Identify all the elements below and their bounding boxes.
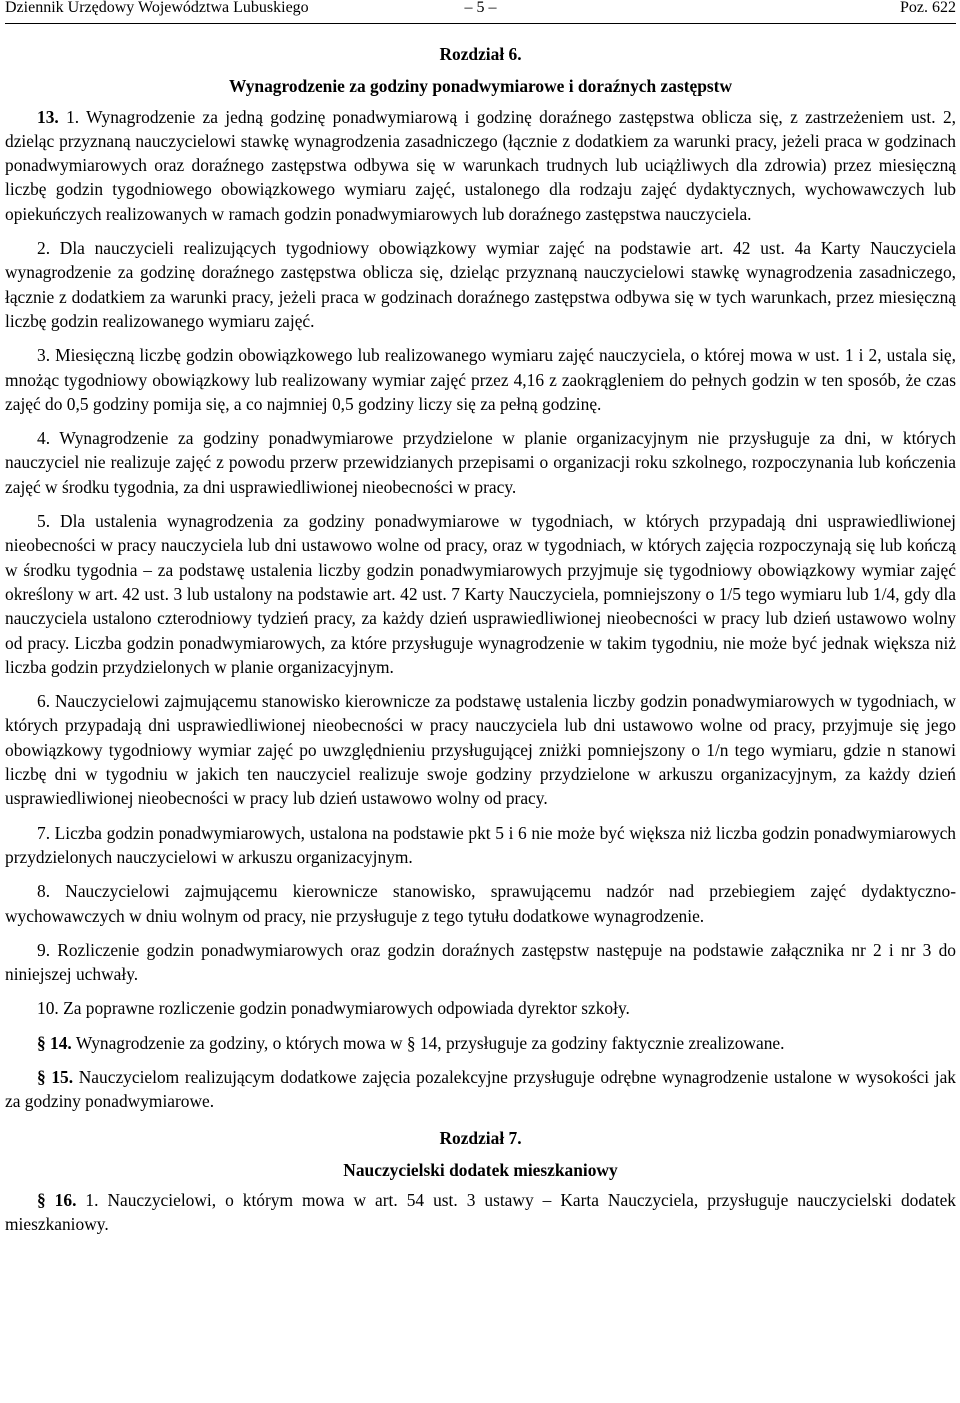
paragraph-13-9: 9. Rozliczenie godzin ponadwymiarowych oraz godzin doraźnych zastępstw następuje na podstawie załącznika nr 2 i nr 3 do niniejszej uchwały.: [5, 939, 956, 985]
section-15-mark: § 15.: [37, 1066, 74, 1087]
page-header: [5, 0, 956, 24]
chapter-6-title: Wynagrodzenie za godziny ponadwymiarowe i doraźnych zastępstw: [228, 76, 733, 97]
chapter-6-label: Rozdział 6.: [439, 44, 522, 64]
paragraph-13-8: 8. Nauczycielowi zajmującemu kierownicze stanowisko, sprawującemu nadzór nad przebiegiem zajęć dydaktyczno-wychowawczych w dniu wolnym od pracy, nie przysługuje z tego tytułu dodatkowe wynagrodzenie.: [5, 881, 956, 926]
publication-name: Dziennik Urzędowy Województwa Lubuskiego: [5, 0, 309, 16]
chapter-7-title: Nauczycielski dodatek mieszkaniowy: [343, 1159, 618, 1180]
page-number: – 5 –: [464, 0, 497, 16]
paragraph-14: § 14. Wynagrodzenie za godziny, o których mowa w § 14, przysługuje za godziny faktycznie zrealizowane.: [37, 1032, 785, 1053]
paragraph-13-5: 5. Dla ustalenia wynagrodzenia za godziny ponadwymiarowe w tygodniach, w których przypadają dni usprawiedliwionej nieobecności w pracy nauczyciela lub dni ustawowo wolne od pracy, oraz w tygodniach, w których zajęcia rozpoczynają się lub kończą w środku tygodnia – za podstawę ustalenia liczby godzin ponadwymiarowych przyjmuje się tygodniowy obowiązkowy wymiar zajęć określony w art. 42 ust. 3 lub ustalony na podstawie art. 42 ust. 7 Karty Nauczyciela, pomniejszony o 1/5 tego wymiaru lub 1/4, gdy dla nauczyciela ustalono czterodniowy tydzień pracy, za każdy dzień usprawiedliwionej nieobecności w pracy lub dzień ustawowo wolny od pracy. Liczba godzin ponadwymiarowych, za które przysługuje wynagrodzenie w takim tygodniu, nie może być jednak większa niż liczba godzin przydzielonych w planie organizacyjnym.: [5, 511, 956, 677]
chapter-7-label: Rozdział 7.: [439, 1127, 522, 1148]
paragraph-13-3: 3. Miesięczną liczbę godzin obowiązkowego lub realizowanego wymiaru zajęć nauczyciela, o której mowa w ust. 1 i 2, ustala się, mnożąc tygodniowy obowiązkowy lub realizowany wymiar zajęć przez 4,16 z zaokrągleniem do pełnych godzin w ten sposób, że czas zajęć do 0,5 godziny pomija się, a co najmniej 0,5 godziny liczy się za pełną godzinę.: [5, 345, 956, 414]
paragraph-13-10: 10. Za poprawne rozliczenie godzin ponadwymiarowych odpowiada dyrektor szkoły.: [37, 998, 630, 1019]
paragraph-13-6: 6. Nauczycielowi zajmującemu stanowisko kierownicze za podstawę ustalenia liczby godzin ponadwymiarowych w tygodniach, w których przypadają dni usprawiedliwionej nieobecności w pracy nauczyciela lub dni ustawowo wolne od pracy, przyjmuje się jego obowiązkowy tygodniowy wymiar zajęć po uwzględnieniu przysługującej zniżki pomniejszony o 1/n tego wymiaru, gdzie n stanowi liczbę dni w tygodniu w jakich ten nauczyciel realizuje swoje godziny przydzielone w arkuszu organizacyjnym, za każdy dzień usprawiedliwionej nieobecności w pracy lub dzień ustawowo wolny od pracy.: [5, 691, 956, 809]
section-13-mark: 13.: [37, 106, 59, 127]
paragraph-13-4: 4. Wynagrodzenie za godziny ponadwymiarowe przydzielone w planie organizacyjnym nie przysługuje za dni, w których nauczyciel nie realizuje zajęć z powodu przerw przewidzianych przepisami o organizacji roku szkolnego, rozpoczynania lub kończenia zajęć w środku tygodnia, za dni usprawiedliwionej nieobecności w pracy.: [5, 428, 956, 497]
paragraph-13-1: 13. 1. Wynagrodzenie za jedną godzinę ponadwymiarową i godzinę doraźnego zastępstwa oblicza się, z zastrzeżeniem ust. 2, dzieląc przyznaną nauczycielowi stawkę wynagrodzenia zasadniczego (łącznie z dodatkiem za warunki pracy, jeżeli praca w godzinach ponadwymiarowych oraz doraźnego zastępstwa odbywa się w warunkach trudnych lub uciążliwych dla zdrowia) przez miesięczną liczbę godzin tygodniowego obowiązkowego wymiaru zajęć, ustalonego dla rodzaju zajęć dydaktycznych, wychowawczych lub opiekuńczych realizowanych w ramach godzin ponadwymiarowych lub doraźnego zastępstwa nauczyciela.: [5, 106, 956, 224]
paragraph-13-2: 2. Dla nauczycieli realizujących tygodniowy obowiązkowy wymiar zajęć na podstawie art. 42 ust. 4a Karty Nauczyciela wynagrodzenie za godzinę doraźnego zastępstwa oblicza się, dzieląc przyznaną nauczycielowi stawkę wynagrodzenia zasadniczego, łącznie z dodatkiem za warunki pracy, jeżeli praca w godzinach doraźnego zastępstwa odbywa się w tych warunkach, przez miesięczną liczbę godzin realizowanego wymiaru zajęć.: [5, 238, 956, 331]
paragraph-15: § 15. Nauczycielom realizującym dodatkowe zajęcia pozalekcyjne przysługuje odrębne wynagrodzenie ustalone w wysokości jak za godziny ponadwymiarowe.: [5, 1066, 956, 1112]
position-number: Poz. 622: [900, 0, 956, 16]
section-14-mark: § 14.: [37, 1032, 72, 1053]
paragraph-16-1: § 16. 1. Nauczycielowi, o którym mowa w art. 54 ust. 3 ustawy – Karta Nauczyciela, przysługuje nauczycielski dodatek mieszkaniowy.: [5, 1190, 956, 1235]
section-16-mark: § 16.: [37, 1190, 77, 1211]
paragraph-13-7: 7. Liczba godzin ponadwymiarowych, ustalona na podstawie pkt 5 i 6 nie może być większa niż liczba godzin ponadwymiarowych przydzielonych nauczycielowi w arkuszu organizacyjnym.: [5, 822, 956, 867]
